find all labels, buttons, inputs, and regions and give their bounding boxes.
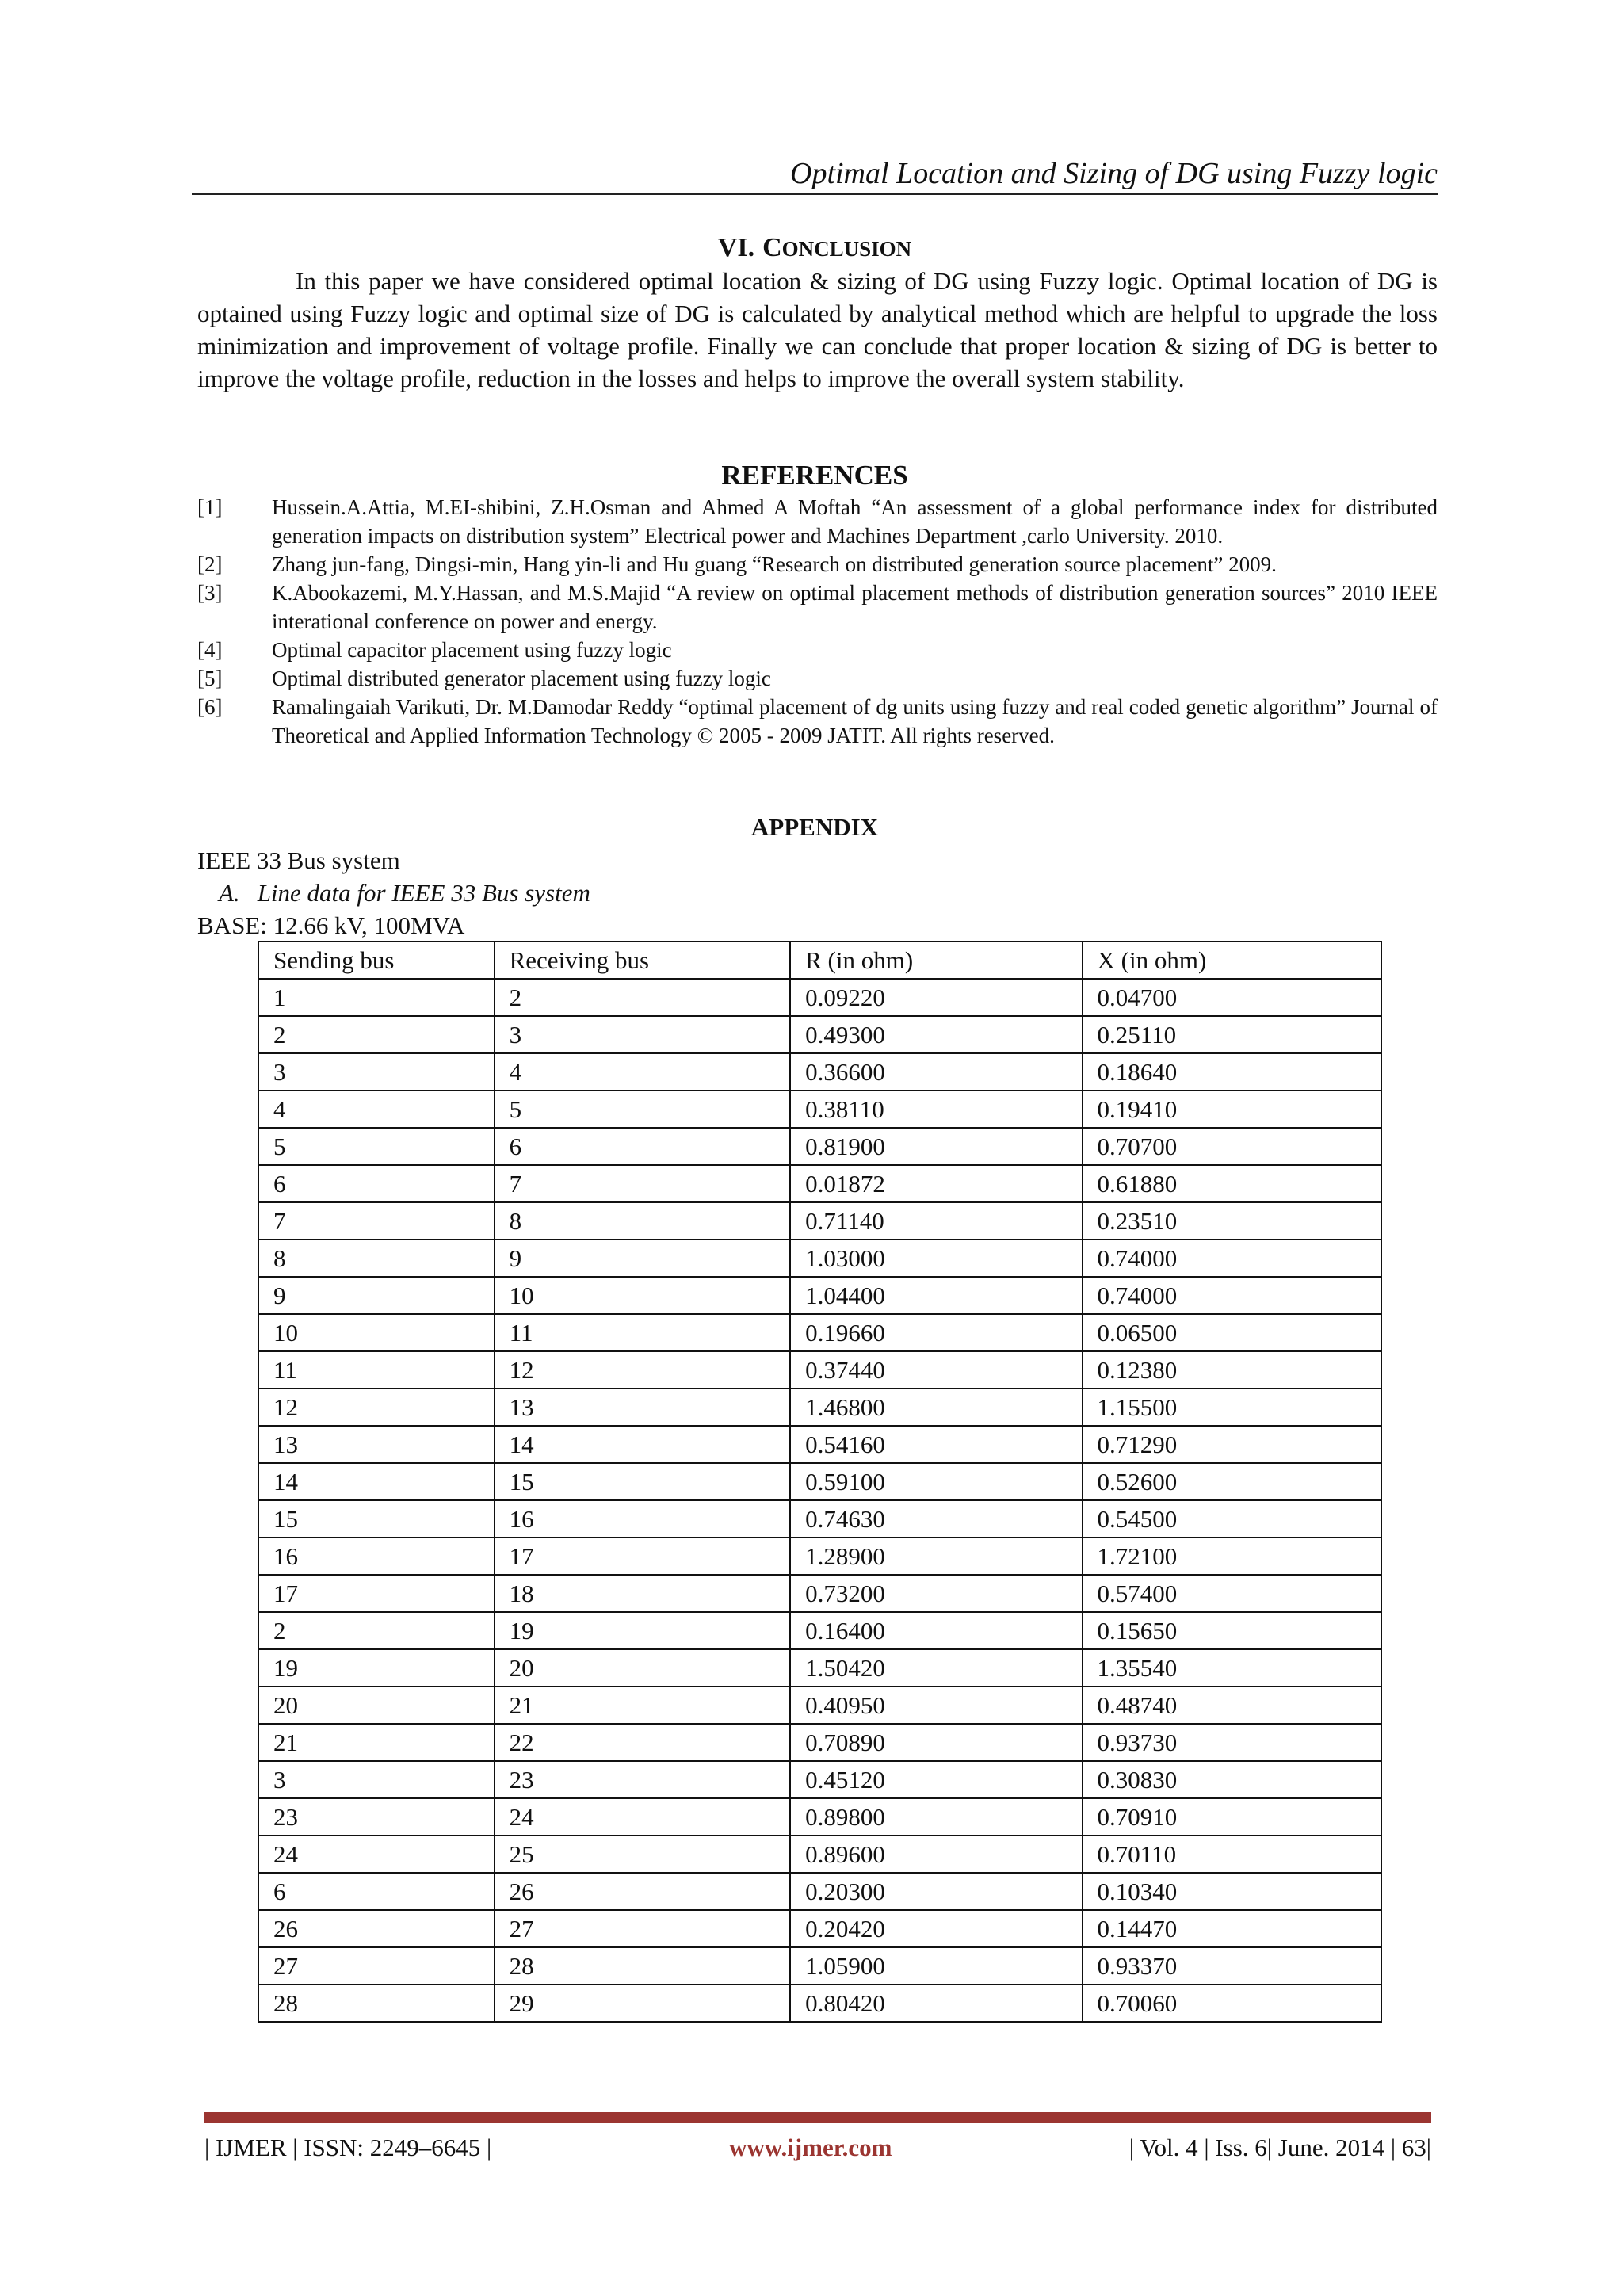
table-row bbox=[258, 1873, 1381, 1910]
table-row bbox=[258, 1612, 1381, 1649]
cell-sending-bus: 27 bbox=[258, 1947, 495, 1985]
reference-item bbox=[197, 693, 1438, 750]
cell-receiving-bus: 14 bbox=[495, 1426, 790, 1463]
cell-receiving-bus: 6 bbox=[495, 1128, 790, 1165]
cell-reactance: 0.04700 bbox=[1083, 979, 1381, 1016]
cell-resistance: 0.37440 bbox=[790, 1351, 1082, 1389]
cell-reactance: 0.70700 bbox=[1083, 1128, 1381, 1165]
cell-reactance: 0.30830 bbox=[1083, 1761, 1381, 1798]
cell-reactance: 0.12380 bbox=[1083, 1351, 1381, 1389]
cell-resistance: 0.70890 bbox=[790, 1724, 1082, 1761]
cell-receiving-bus: 2 bbox=[495, 979, 790, 1016]
table-row bbox=[258, 1240, 1381, 1277]
cell-sending-bus: 2 bbox=[258, 1612, 495, 1649]
reference-number: [5] bbox=[197, 667, 223, 690]
cell-reactance: 0.70910 bbox=[1083, 1798, 1381, 1836]
cell-sending-bus: 7 bbox=[258, 1202, 495, 1240]
cell-resistance: 0.01872 bbox=[790, 1165, 1082, 1202]
table-row bbox=[258, 1985, 1381, 2022]
reference-text: Optimal capacitor placement using fuzzy logic bbox=[272, 638, 672, 662]
cell-resistance: 0.80420 bbox=[790, 1985, 1082, 2022]
reference-item bbox=[197, 664, 1438, 693]
cell-sending-bus: 6 bbox=[258, 1165, 495, 1202]
table-row bbox=[258, 1426, 1381, 1463]
cell-sending-bus: 5 bbox=[258, 1128, 495, 1165]
cell-resistance: 0.49300 bbox=[790, 1016, 1082, 1053]
table-row bbox=[258, 1091, 1381, 1128]
references-list bbox=[197, 493, 1438, 750]
cell-sending-bus: 14 bbox=[258, 1463, 495, 1500]
cell-resistance: 0.45120 bbox=[790, 1761, 1082, 1798]
cell-receiving-bus: 8 bbox=[495, 1202, 790, 1240]
cell-sending-bus: 4 bbox=[258, 1091, 495, 1128]
cell-reactance: 0.19410 bbox=[1083, 1091, 1381, 1128]
cell-receiving-bus: 27 bbox=[495, 1910, 790, 1947]
table-row bbox=[258, 1016, 1381, 1053]
reference-item bbox=[197, 636, 1438, 664]
cell-resistance: 0.89600 bbox=[790, 1836, 1082, 1873]
footer-journal-info: | IJMER | ISSN: 2249–6645 | bbox=[204, 2134, 492, 2161]
table-row bbox=[258, 1202, 1381, 1240]
cell-reactance: 0.54500 bbox=[1083, 1500, 1381, 1538]
cell-resistance: 0.89800 bbox=[790, 1798, 1082, 1836]
cell-receiving-bus: 15 bbox=[495, 1463, 790, 1500]
base-values: BASE: 12.66 kV, 100MVA bbox=[197, 911, 465, 939]
cell-sending-bus: 3 bbox=[258, 1053, 495, 1091]
reference-number: [1] bbox=[197, 495, 223, 519]
cell-sending-bus: 28 bbox=[258, 1985, 495, 2022]
table-row bbox=[258, 1836, 1381, 1873]
section-title-rest: ONCLUSION bbox=[781, 237, 912, 261]
running-header: Optimal Location and Sizing of DG using Fuzzy logic bbox=[790, 157, 1438, 190]
cell-reactance: 0.74000 bbox=[1083, 1277, 1381, 1314]
cell-receiving-bus: 23 bbox=[495, 1761, 790, 1798]
section-title-initial: C bbox=[762, 233, 782, 262]
cell-resistance: 0.54160 bbox=[790, 1426, 1082, 1463]
cell-receiving-bus: 10 bbox=[495, 1277, 790, 1314]
cell-resistance: 0.40950 bbox=[790, 1687, 1082, 1724]
table-row bbox=[258, 1687, 1381, 1724]
appendix-title: APPENDIX bbox=[750, 813, 879, 841]
header-reactance: X (in ohm) bbox=[1083, 942, 1381, 979]
subsection-heading bbox=[219, 877, 590, 909]
cell-resistance: 1.28900 bbox=[790, 1538, 1082, 1575]
table-row bbox=[258, 1128, 1381, 1165]
section-number: VI. bbox=[717, 233, 755, 262]
cell-sending-bus: 11 bbox=[258, 1351, 495, 1389]
cell-reactance: 0.61880 bbox=[1083, 1165, 1381, 1202]
footer-website-link[interactable]: www.ijmer.com bbox=[729, 2134, 892, 2161]
cell-reactance: 0.52600 bbox=[1083, 1463, 1381, 1500]
cell-receiving-bus: 29 bbox=[495, 1985, 790, 2022]
cell-resistance: 0.19660 bbox=[790, 1314, 1082, 1351]
reference-item bbox=[197, 579, 1438, 636]
cell-resistance: 1.03000 bbox=[790, 1240, 1082, 1277]
cell-sending-bus: 1 bbox=[258, 979, 495, 1016]
footer-volume-info: | Vol. 4 | Iss. 6| June. 2014 | 63| bbox=[1128, 2134, 1431, 2161]
cell-sending-bus: 21 bbox=[258, 1724, 495, 1761]
cell-resistance: 0.20300 bbox=[790, 1873, 1082, 1910]
table-row bbox=[258, 1053, 1381, 1091]
cell-sending-bus: 10 bbox=[258, 1314, 495, 1351]
table-row bbox=[258, 1649, 1381, 1687]
reference-number: [3] bbox=[197, 581, 223, 605]
cell-resistance: 0.74630 bbox=[790, 1500, 1082, 1538]
cell-receiving-bus: 17 bbox=[495, 1538, 790, 1575]
table-row bbox=[258, 1389, 1381, 1426]
cell-resistance: 1.50420 bbox=[790, 1649, 1082, 1687]
cell-reactance: 1.35540 bbox=[1083, 1649, 1381, 1687]
cell-receiving-bus: 16 bbox=[495, 1500, 790, 1538]
cell-reactance: 0.57400 bbox=[1083, 1575, 1381, 1612]
line-data-table bbox=[258, 941, 1382, 2023]
table-row bbox=[258, 1724, 1381, 1761]
cell-resistance: 0.36600 bbox=[790, 1053, 1082, 1091]
cell-receiving-bus: 13 bbox=[495, 1389, 790, 1426]
cell-receiving-bus: 28 bbox=[495, 1947, 790, 1985]
header-receiving-bus: Receiving bus bbox=[495, 942, 790, 979]
cell-resistance: 1.05900 bbox=[790, 1947, 1082, 1985]
cell-receiving-bus: 9 bbox=[495, 1240, 790, 1277]
cell-receiving-bus: 5 bbox=[495, 1091, 790, 1128]
cell-receiving-bus: 26 bbox=[495, 1873, 790, 1910]
table-row bbox=[258, 1910, 1381, 1947]
cell-reactance: 0.25110 bbox=[1083, 1016, 1381, 1053]
reference-text: K.Abookazemi, M.Y.Hassan, and M.S.Majid “A review on optimal placement methods of distribution generation sources” 2010 IEEE interational conference on power and energy. bbox=[272, 581, 1438, 633]
subsection-letter: A. bbox=[219, 879, 240, 907]
cell-reactance: 0.70110 bbox=[1083, 1836, 1381, 1873]
cell-reactance: 0.10340 bbox=[1083, 1873, 1381, 1910]
cell-sending-bus: 20 bbox=[258, 1687, 495, 1724]
cell-receiving-bus: 25 bbox=[495, 1836, 790, 1873]
reference-text: Optimal distributed generator placement using fuzzy logic bbox=[272, 667, 771, 690]
cell-reactance: 0.74000 bbox=[1083, 1240, 1381, 1277]
cell-receiving-bus: 19 bbox=[495, 1612, 790, 1649]
cell-reactance: 0.15650 bbox=[1083, 1612, 1381, 1649]
reference-text: Ramalingaiah Varikuti, Dr. M.Damodar Reddy “optimal placement of dg units using fuzzy and real coded genetic algorithm” Journal of Theoretical and Applied Information Technology © 2005 - 2009 JATIT. All rights reserved. bbox=[272, 695, 1438, 747]
reference-text: Hussein.A.Attia, M.EI-shibini, Z.H.Osman and Ahmed A Moftah “An assessment of a global performance index for distributed generation impacts on distribution system” Electrical power and Machines Department ,carlo University. 2010. bbox=[272, 495, 1438, 548]
cell-receiving-bus: 20 bbox=[495, 1649, 790, 1687]
cell-resistance: 0.59100 bbox=[790, 1463, 1082, 1500]
cell-reactance: 0.14470 bbox=[1083, 1910, 1381, 1947]
cell-receiving-bus: 11 bbox=[495, 1314, 790, 1351]
cell-sending-bus: 6 bbox=[258, 1873, 495, 1910]
footer-accent-bar bbox=[204, 2112, 1431, 2123]
cell-sending-bus: 26 bbox=[258, 1910, 495, 1947]
table-header-row bbox=[258, 942, 1381, 979]
cell-resistance: 0.81900 bbox=[790, 1128, 1082, 1165]
table-body bbox=[258, 979, 1381, 2022]
cell-sending-bus: 23 bbox=[258, 1798, 495, 1836]
cell-sending-bus: 9 bbox=[258, 1277, 495, 1314]
table-row bbox=[258, 1761, 1381, 1798]
table-row bbox=[258, 1277, 1381, 1314]
cell-resistance: 0.16400 bbox=[790, 1612, 1082, 1649]
cell-sending-bus: 16 bbox=[258, 1538, 495, 1575]
cell-sending-bus: 2 bbox=[258, 1016, 495, 1053]
cell-receiving-bus: 7 bbox=[495, 1165, 790, 1202]
reference-number: [2] bbox=[197, 552, 223, 576]
cell-receiving-bus: 12 bbox=[495, 1351, 790, 1389]
cell-sending-bus: 19 bbox=[258, 1649, 495, 1687]
cell-sending-bus: 17 bbox=[258, 1575, 495, 1612]
cell-resistance: 0.73200 bbox=[790, 1575, 1082, 1612]
header-resistance: R (in ohm) bbox=[790, 942, 1082, 979]
cell-reactance: 0.23510 bbox=[1083, 1202, 1381, 1240]
cell-sending-bus: 12 bbox=[258, 1389, 495, 1426]
cell-reactance: 1.72100 bbox=[1083, 1538, 1381, 1575]
cell-reactance: 1.15500 bbox=[1083, 1389, 1381, 1426]
cell-reactance: 0.93730 bbox=[1083, 1724, 1381, 1761]
cell-reactance: 0.71290 bbox=[1083, 1426, 1381, 1463]
cell-reactance: 0.48740 bbox=[1083, 1687, 1381, 1724]
cell-reactance: 0.18640 bbox=[1083, 1053, 1381, 1091]
table-row bbox=[258, 1463, 1381, 1500]
reference-item bbox=[197, 493, 1438, 550]
header-rule bbox=[192, 193, 1438, 195]
cell-sending-bus: 24 bbox=[258, 1836, 495, 1873]
cell-receiving-bus: 18 bbox=[495, 1575, 790, 1612]
cell-sending-bus: 13 bbox=[258, 1426, 495, 1463]
cell-resistance: 0.71140 bbox=[790, 1202, 1082, 1240]
cell-receiving-bus: 3 bbox=[495, 1016, 790, 1053]
cell-resistance: 0.09220 bbox=[790, 979, 1082, 1016]
table-row bbox=[258, 1538, 1381, 1575]
cell-receiving-bus: 4 bbox=[495, 1053, 790, 1091]
table-row bbox=[258, 979, 1381, 1016]
cell-sending-bus: 15 bbox=[258, 1500, 495, 1538]
cell-reactance: 0.06500 bbox=[1083, 1314, 1381, 1351]
reference-number: [6] bbox=[197, 695, 223, 719]
references-title: REFERENCES bbox=[721, 460, 908, 491]
section-title-conclusion bbox=[192, 231, 1438, 266]
conclusion-paragraph: In this paper we have considered optimal location & sizing of DG using Fuzzy logic. Optimal location of DG is optained using Fuzzy logic and optimal size of DG is calculated by analytical method which are helpful to upgrade the loss minimization and improvement of voltage profile. Finally we can conclude that proper location & sizing of DG is better to improve the voltage profile, reduction in the losses and helps to improve the overall system stability. bbox=[197, 267, 1438, 392]
appendix-system-label: IEEE 33 Bus system bbox=[197, 846, 400, 874]
table-row bbox=[258, 1575, 1381, 1612]
header-sending-bus: Sending bus bbox=[258, 942, 495, 979]
cell-receiving-bus: 24 bbox=[495, 1798, 790, 1836]
table-row bbox=[258, 1500, 1381, 1538]
cell-sending-bus: 3 bbox=[258, 1761, 495, 1798]
table-row bbox=[258, 1314, 1381, 1351]
table-row bbox=[258, 1351, 1381, 1389]
cell-resistance: 0.38110 bbox=[790, 1091, 1082, 1128]
cell-reactance: 0.93370 bbox=[1083, 1947, 1381, 1985]
cell-reactance: 0.70060 bbox=[1083, 1985, 1381, 2022]
reference-text: Zhang jun-fang, Dingsi-min, Hang yin-li and Hu guang “Research on distributed generation source placement” 2009. bbox=[272, 552, 1277, 576]
reference-number: [4] bbox=[197, 638, 223, 662]
cell-resistance: 0.20420 bbox=[790, 1910, 1082, 1947]
table-row bbox=[258, 1947, 1381, 1985]
cell-sending-bus: 8 bbox=[258, 1240, 495, 1277]
cell-receiving-bus: 22 bbox=[495, 1724, 790, 1761]
table-row bbox=[258, 1165, 1381, 1202]
subsection-title: Line data for IEEE 33 Bus system bbox=[257, 879, 590, 907]
reference-item bbox=[197, 550, 1438, 579]
cell-receiving-bus: 21 bbox=[495, 1687, 790, 1724]
cell-resistance: 1.46800 bbox=[790, 1389, 1082, 1426]
cell-resistance: 1.04400 bbox=[790, 1277, 1082, 1314]
table-row bbox=[258, 1798, 1381, 1836]
